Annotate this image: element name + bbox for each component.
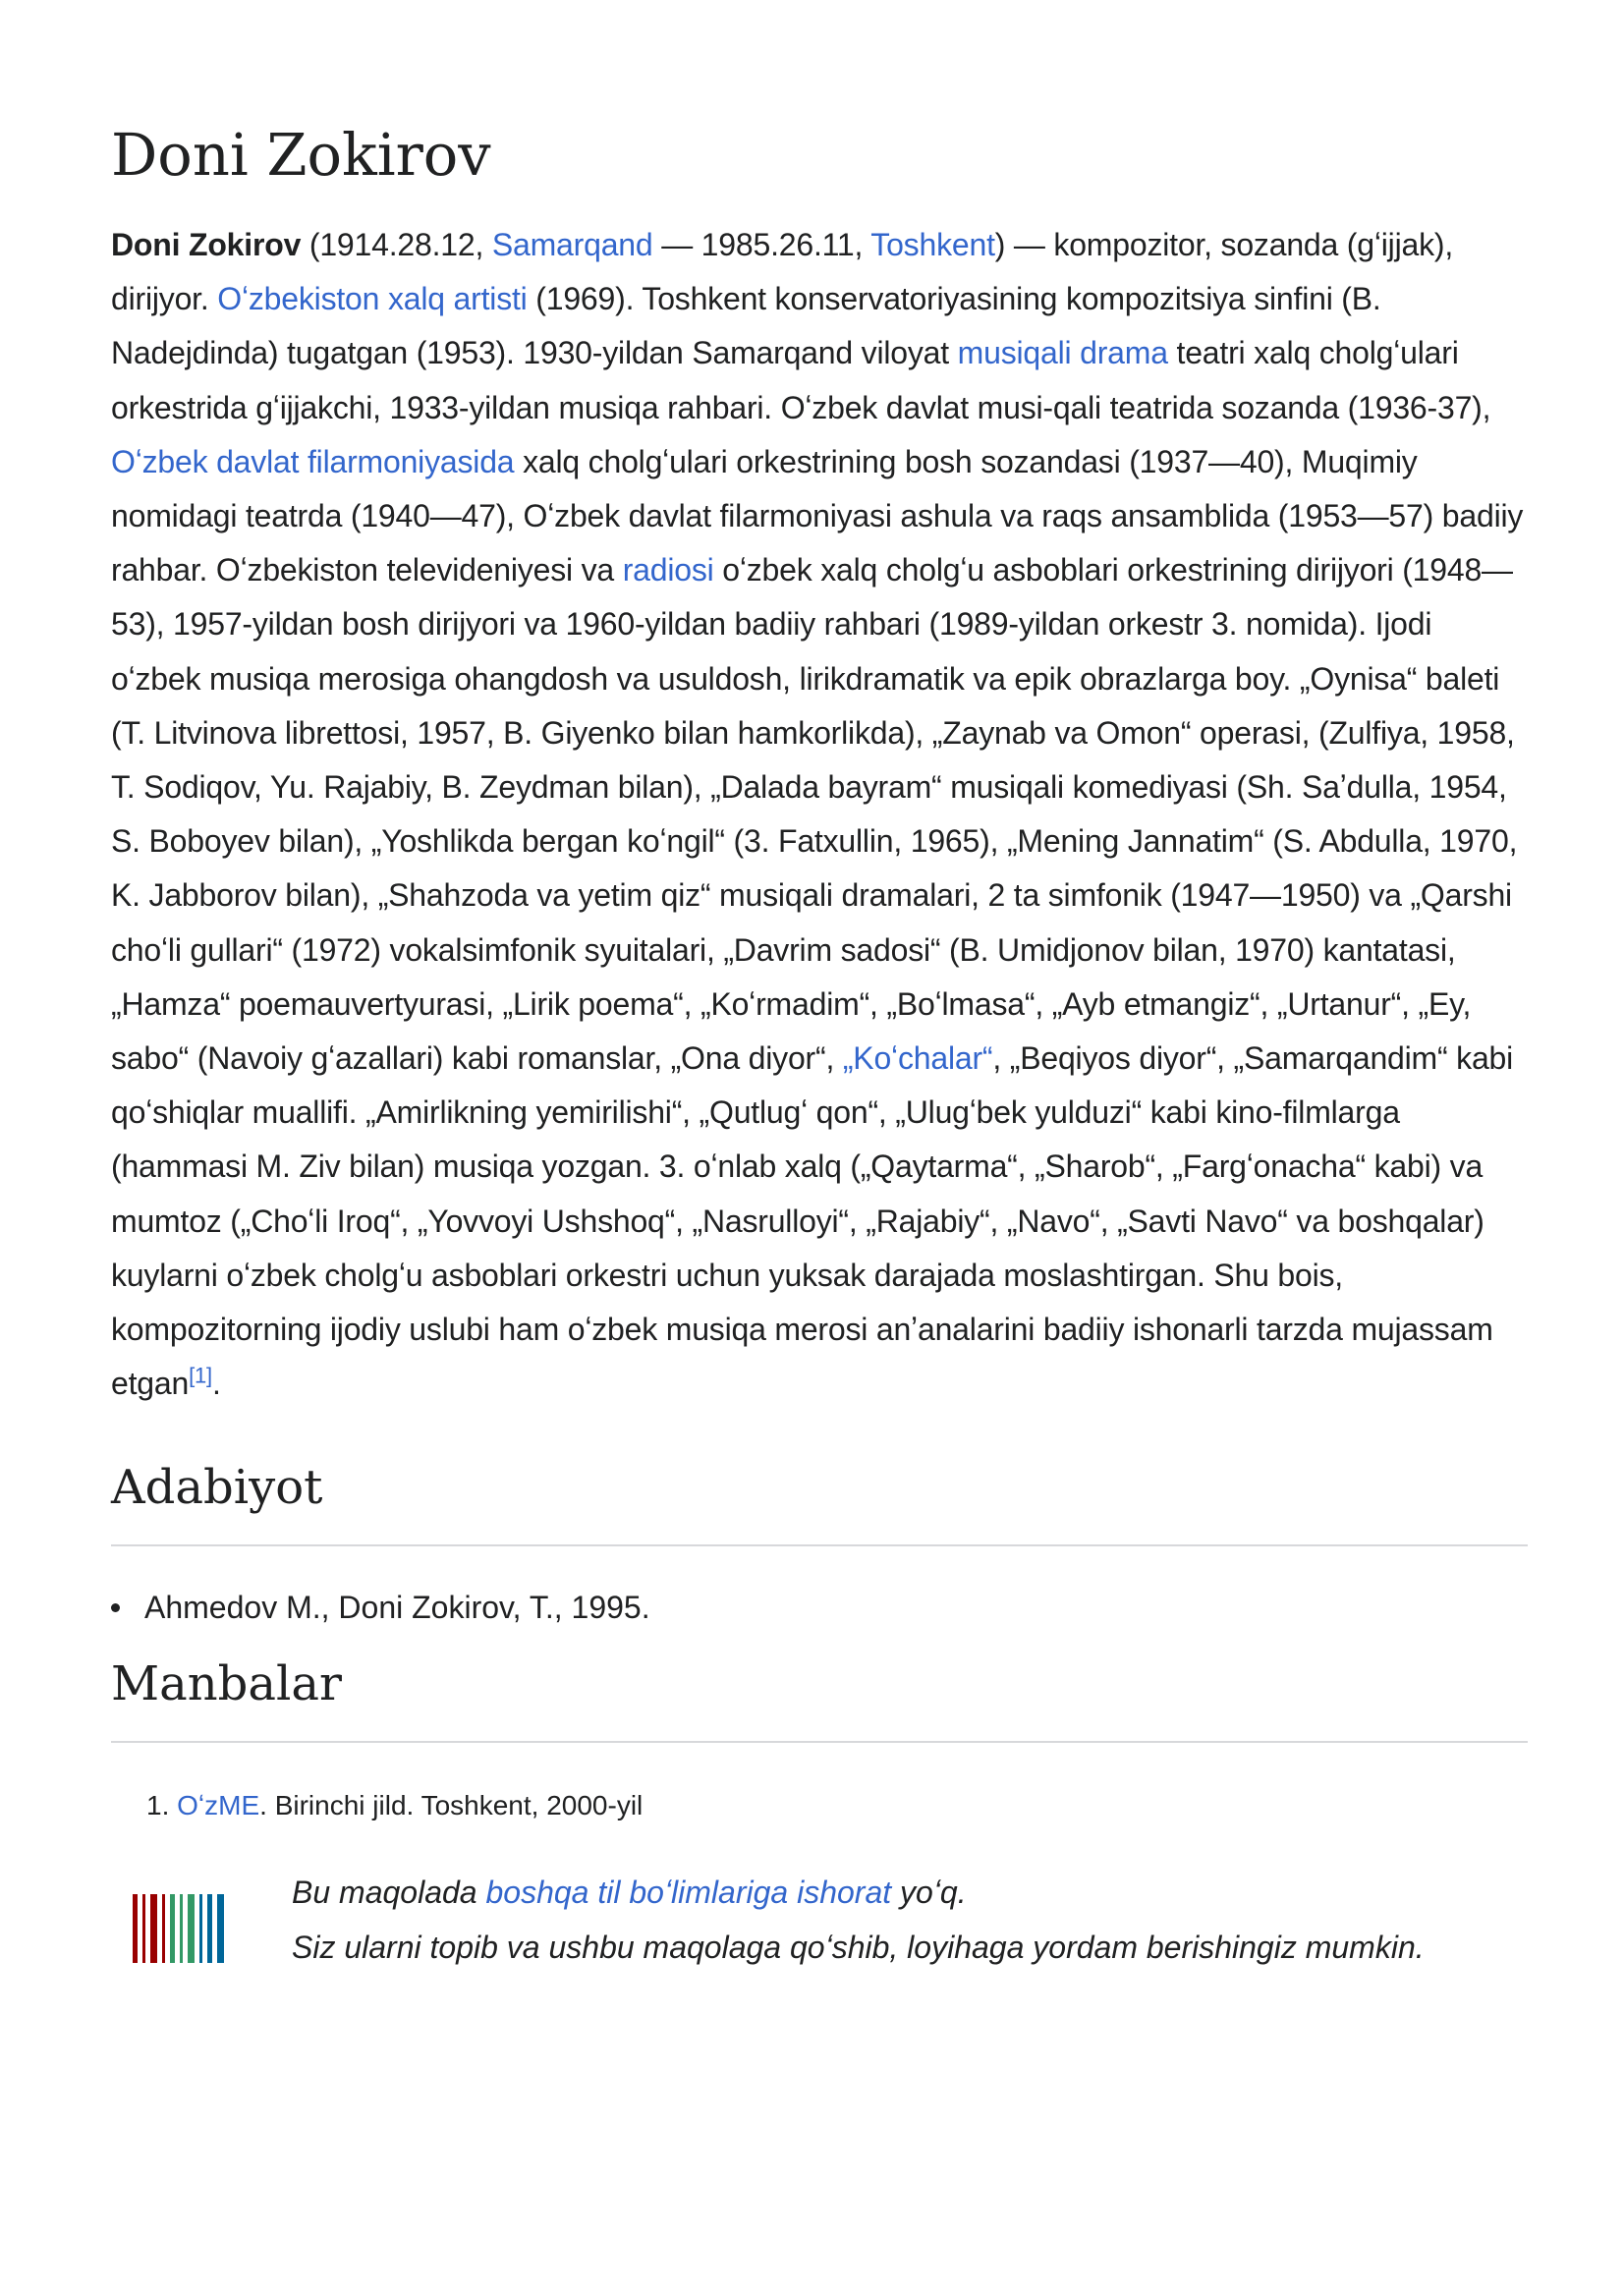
section-adabiyot [111, 1458, 1528, 1546]
literature-item-text: Ahmedov M., Doni Zokirov, T., 1995. [144, 1590, 650, 1625]
barcode-bar [188, 1894, 195, 1963]
list-item [111, 1584, 650, 1631]
text-run: (1914.28.12, [301, 227, 492, 262]
link-xalq-artisti[interactable]: Oʻzbekiston xalq artisti [217, 281, 528, 317]
link-radiosi[interactable]: radiosi [622, 552, 714, 588]
article [111, 116, 1528, 1965]
link-samarqand[interactable]: Samarqand [491, 227, 653, 262]
link-filarmoniya[interactable]: Oʻzbek davlat filarmoniyasida [111, 443, 515, 479]
barcode-bar [150, 1894, 157, 1963]
text-run: , „Beqiyos diyor“, „Samarqandim“ kabi qoʻshiqlar muallifi. „Amirlikning yemirilishi“, „Qutlugʻ qon“, „Ulugʻbek yulduzi“ kabi kino-filmlarga (hammasi M. Ziv bilan) musiqa yozgan. 3. oʻnlab xalq („Qaytarma“, „Sharob“, „Fargʻonacha“ kabi) va mumtoz („Choʻli Iroq“, „Yovvoyi Ushshoq“, „Nasrulloyi“, „Rajabiy“, „Navo“, „Savti Navo“ va boshqalar) kuylarni oʻzbek cholgʻu asboblari orkestri uchun yuksak darajada moslashtirgan. Shu bois, kompozitorning ijodiy uslubi ham oʻzbek musiqa merosi anʼanalarini badiiy ishonarli tarzda mujassam etgan [111, 1040, 1514, 1402]
section-manbalar [111, 1654, 1528, 1743]
text-run: ) — kompozitor, sozanda (gʻijjak), dirijyor. [111, 227, 1454, 317]
barcode-bar [180, 1894, 183, 1963]
barcode-bar [170, 1894, 175, 1963]
reference-marker[interactable]: [1] [189, 1363, 212, 1388]
bullet-icon [111, 1603, 120, 1612]
text-run: teatri xalq cholgʻulari orkestrida gʻijjakchi, 1933-yildan musiqa rahbari. Oʻzbek davlat musi-qali teatrida sozanda (1936-37), [111, 335, 1491, 425]
barcode-bar [133, 1894, 138, 1963]
barcode-bar [207, 1894, 212, 1963]
notice-line-2: Siz ularni topib va ushbu maqolaga qoʻshib, loyihaga yordam berishingiz mumkin. [292, 1930, 1425, 1965]
barcode-bar [217, 1894, 224, 1963]
text-run: (1969). Toshkent konservatoriyasining kompozitsiya sinfini (B. Nadejdinda) tugatgan (1953). 1930-yildan Samarqand viloyat [111, 281, 1381, 371]
reference-number: 1. [146, 1790, 170, 1820]
wikipedia-barcode-icon [133, 1894, 247, 1963]
page-title: Doni Zokirov [111, 121, 491, 189]
literature-list [111, 1584, 650, 1631]
article-body [111, 218, 1528, 1411]
link-musiqali-drama[interactable]: musiqali drama [957, 335, 1168, 371]
references-list [146, 1786, 643, 1825]
text-run: — 1985.26.11, [652, 227, 871, 262]
barcode-bar [142, 1894, 145, 1963]
section-heading-adabiyot: Adabiyot [111, 1460, 323, 1515]
reference-text: . Birinchi jild. Toshkent, 2000-yil [259, 1790, 644, 1820]
text-run: oʻzbek xalq cholgʻu asboblari orkestrining dirijyori (1948—53), 1957-yildan bosh dirijyori va 1960-yildan badiiy rahbari (1989-yildan orkestr 3. nomida). Ijodi oʻzbek musiqa merosiga ohangdosh va usuldosh, lirikdramatik va epik obrazlarga boy. „Oynisa“ baleti (T. Litvinova librettosi, 1957, B. Giyenko bilan hamkorlikda), „Zaynab va Omon“ operasi, (Zulfiya, 1958, T. Sodiqov, Yu. Rajabiy, B. Zeydman bilan), „Dalada bayram“ musiqali komediyasi (Sh. Saʼdulla, 1954, S. Boboyev bilan), „Yoshlikda bergan koʻngil“ (3. Fatxullin, 1965), „Mening Jannatim“ (S. Abdulla, 1970, K. Jabborov bilan), „Shahzoda va yetim qiz“ musiqali dramalari, 2 ta simfonik (1947—1950) va „Qarshi choʻli gullari“ (1972) vokalsimfonik syuitalari, „Davrim sadosi“ (B. Umidjonov bilan, 1970) kantatasi, „Hamza“ poemauvertyurasi, „Lirik poema“, „Koʻrmadim“, „Boʻlmasa“, „Ayb etmangiz“, „Urtanur“, „Ey, sabo“ (Navoiy gʻazallari) kabi romanslar, „Ona diyor“, [111, 552, 1518, 1077]
barcode-bar [162, 1894, 165, 1963]
interlanguage-notice [133, 1865, 1508, 1983]
notice-text-run: yoʻq. [891, 1875, 967, 1910]
link-kochalar[interactable]: „Koʻchalar“ [842, 1040, 993, 1077]
link-toshkent[interactable]: Toshkent [870, 227, 995, 262]
notice-line-1 [292, 1865, 1425, 1920]
link-ozme[interactable]: OʻzME [177, 1790, 260, 1820]
link-interlanguage[interactable]: boshqa til boʻlimlariga ishorat [485, 1875, 892, 1910]
text-run: . [211, 1366, 221, 1402]
barcode-bar [199, 1894, 202, 1963]
text-run: xalq cholgʻulari orkestrining bosh sozandasi (1937—40), Muqimiy nomidagi teatrda (1940—47), Oʻzbek davlat filarmoniyasi ashula va raqs ansamblida (1953—57) badiiy rahbar. Oʻzbekiston televideniyesi va [111, 443, 1524, 588]
lead-bold-name: Doni Zokirov [111, 227, 302, 262]
section-divider [111, 1741, 1528, 1743]
notice-text-run: Bu maqolada [292, 1875, 486, 1910]
section-divider [111, 1544, 1528, 1546]
section-heading-manbalar: Manbalar [111, 1656, 342, 1711]
notice-text [292, 1865, 1425, 1975]
